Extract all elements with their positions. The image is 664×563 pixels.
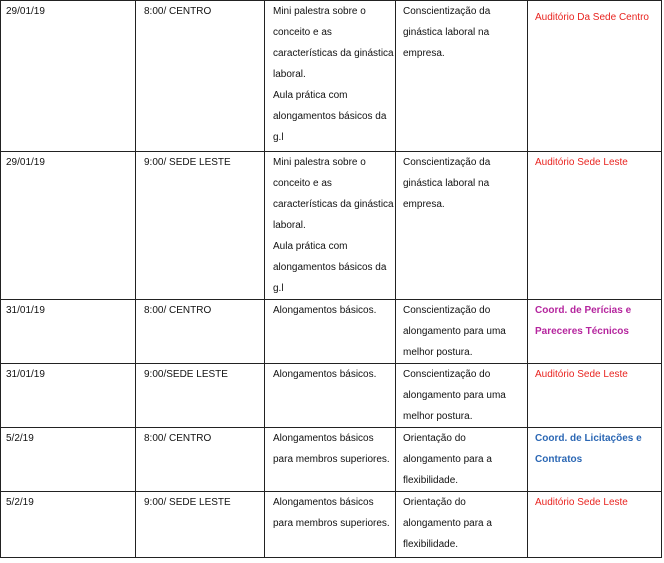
- time-cell: [136, 492, 265, 558]
- table-row: [1, 364, 662, 428]
- activity-line: laboral.: [273, 69, 306, 80]
- date-text: 5/2/19: [6, 433, 34, 444]
- activity-cell: [265, 492, 396, 558]
- activity-line: Aula prática com: [273, 241, 348, 252]
- location-cell: [528, 428, 662, 492]
- objective-line: Conscientização do: [403, 369, 491, 380]
- objective-line: melhor postura.: [403, 347, 473, 358]
- objective-line: empresa.: [403, 48, 445, 59]
- date-cell: [1, 364, 136, 428]
- time-cell: [136, 364, 265, 428]
- objective-line: Orientação do: [403, 433, 466, 444]
- activity-line: Alongamentos básicos: [273, 433, 374, 444]
- activity-cell: [265, 152, 396, 300]
- time-text: 9:00/ SEDE LESTE: [144, 157, 231, 168]
- activity-line: conceito e as: [273, 178, 332, 189]
- time-cell: [136, 428, 265, 492]
- date-text: 31/01/19: [6, 369, 45, 380]
- table-row: [1, 300, 662, 364]
- objective-cell: [396, 428, 528, 492]
- objective-line: melhor postura.: [403, 411, 473, 422]
- activity-line: Alongamentos básicos.: [273, 369, 377, 380]
- location-cell: [528, 1, 662, 152]
- objective-line: ginástica laboral na: [403, 178, 490, 189]
- activity-line: g.l: [273, 132, 284, 143]
- objective-cell: [396, 492, 528, 558]
- table-row: [1, 1, 662, 152]
- activity-line: características da ginástica: [273, 199, 394, 210]
- objective-cell: [396, 1, 528, 152]
- activity-line: laboral.: [273, 220, 306, 231]
- location-text: Auditório Sede Leste: [535, 157, 628, 168]
- date-text: 29/01/19: [6, 6, 45, 17]
- activity-cell: [265, 364, 396, 428]
- objective-cell: [396, 152, 528, 300]
- time-text: 8:00/ CENTRO: [144, 433, 212, 444]
- objective-line: flexibilidade.: [403, 475, 459, 486]
- date-cell: [1, 1, 136, 152]
- date-text: 29/01/19: [6, 157, 45, 168]
- time-text: 9:00/ SEDE LESTE: [144, 497, 231, 508]
- time-text: 9:00/SEDE LESTE: [144, 369, 228, 380]
- objective-line: empresa.: [403, 199, 445, 210]
- time-cell: [136, 152, 265, 300]
- objective-cell: [396, 300, 528, 364]
- objective-line: Conscientização do: [403, 305, 491, 316]
- date-cell: [1, 428, 136, 492]
- location-cell: [528, 364, 662, 428]
- activity-line: Alongamentos básicos: [273, 497, 374, 508]
- objective-line: alongamento para uma: [403, 326, 506, 337]
- location-cell: [528, 492, 662, 558]
- location-text: Coord. de Perícias e: [535, 305, 632, 316]
- location-cell: [528, 300, 662, 364]
- objective-line: Conscientização da: [403, 6, 491, 17]
- table-row: [1, 152, 662, 300]
- activity-line: Mini palestra sobre o: [273, 6, 366, 17]
- location-cell: [528, 152, 662, 300]
- location-text: Coord. de Licitações e: [535, 433, 642, 444]
- activity-cell: [265, 1, 396, 152]
- date-cell: [1, 300, 136, 364]
- time-text: 8:00/ CENTRO: [144, 305, 212, 316]
- objective-line: flexibilidade.: [403, 539, 459, 550]
- objective-cell: [396, 364, 528, 428]
- activity-line: conceito e as: [273, 27, 332, 38]
- table-row: [1, 492, 662, 558]
- objective-line: Conscientização da: [403, 157, 491, 168]
- time-text: 8:00/ CENTRO: [144, 6, 212, 17]
- time-cell: [136, 1, 265, 152]
- objective-line: alongamento para a: [403, 454, 492, 465]
- date-text: 5/2/19: [6, 497, 34, 508]
- time-cell: [136, 300, 265, 364]
- activity-cell: [265, 428, 396, 492]
- activity-line: características da ginástica: [273, 48, 394, 59]
- location-text: Auditório Sede Leste: [535, 497, 628, 508]
- activity-cell: [265, 300, 396, 364]
- activity-line: alongamentos básicos da: [273, 262, 387, 273]
- activity-line: g.l: [273, 283, 284, 294]
- date-cell: [1, 152, 136, 300]
- table-row: [1, 428, 662, 492]
- location-text: Auditório Da Sede Centro: [535, 12, 649, 23]
- location-text: Contratos: [535, 454, 583, 465]
- activity-line: Mini palestra sobre o: [273, 157, 366, 168]
- activity-line: Alongamentos básicos.: [273, 305, 377, 316]
- objective-line: ginástica laboral na: [403, 27, 490, 38]
- location-text: Auditório Sede Leste: [535, 369, 628, 380]
- activity-line: Aula prática com: [273, 90, 348, 101]
- activity-line: para membros superiores.: [273, 518, 390, 529]
- activity-line: alongamentos básicos da: [273, 111, 387, 122]
- objective-line: alongamento para uma: [403, 390, 506, 401]
- date-cell: [1, 492, 136, 558]
- objective-line: Orientação do: [403, 497, 466, 508]
- location-text: Pareceres Técnicos: [535, 326, 629, 337]
- activity-line: para membros superiores.: [273, 454, 390, 465]
- date-text: 31/01/19: [6, 305, 45, 316]
- objective-line: alongamento para a: [403, 518, 492, 529]
